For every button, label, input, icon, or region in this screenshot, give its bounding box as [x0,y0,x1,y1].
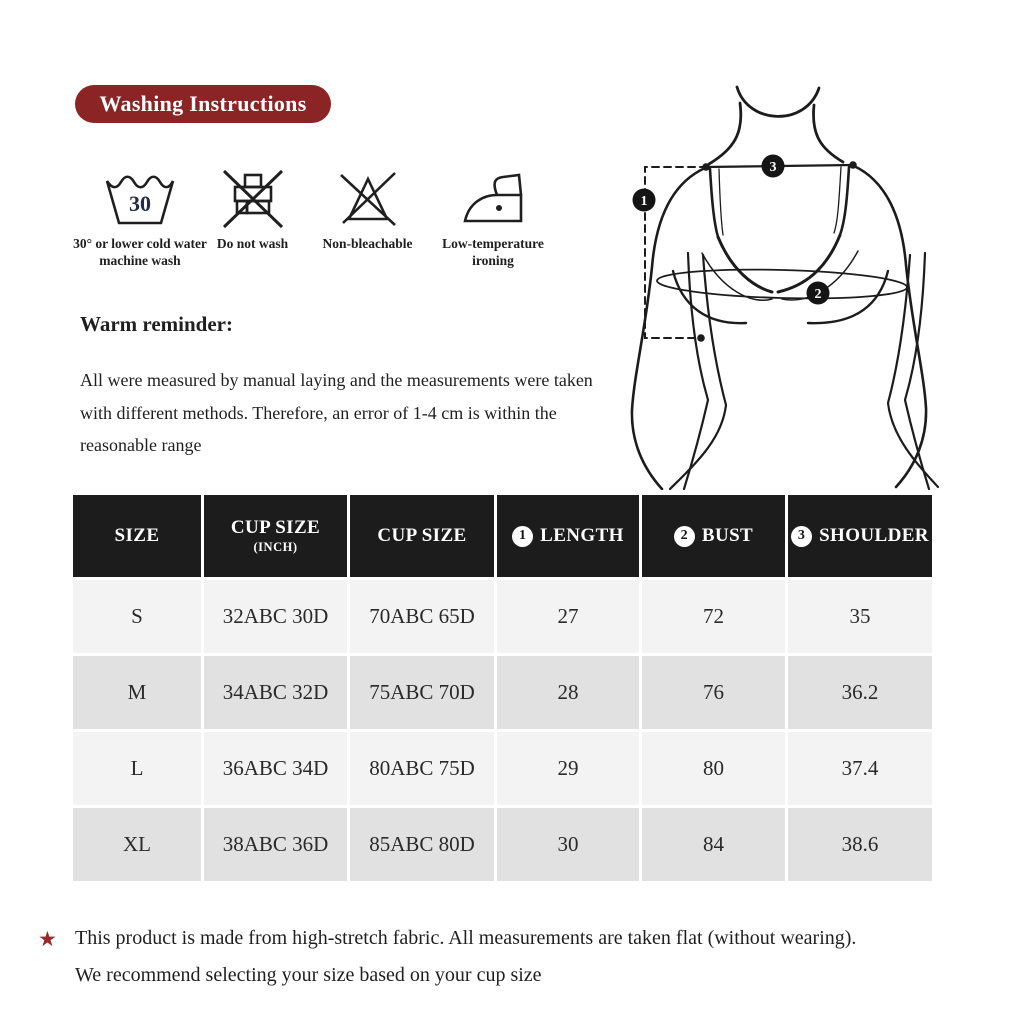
cell-size-xl: XL [73,808,201,881]
cell-cup-l: 80ABC 75D [350,732,494,805]
low-temperature-ironing-icon [432,163,554,231]
svg-text:2: 2 [814,287,822,302]
cell-cup-xl: 85ABC 80D [350,808,494,881]
cell-shoulder-xl: 38.6 [788,808,932,881]
cell-length-m: 28 [497,656,639,729]
column-header-shoulder [788,495,932,577]
cell-cup-inch-m: 34ABC 32D [204,656,347,729]
cell-cup-m: 75ABC 70D [350,656,494,729]
cell-shoulder-m: 36.2 [788,656,932,729]
do-not-wash-icon [205,163,300,231]
care-label-non-bleachable: Non-bleachable [322,236,413,251]
washing-instructions-label: Washing Instructions [99,91,307,116]
header-label: CUP SIZE [377,525,467,546]
non-bleachable-icon [310,163,425,231]
chin-line [737,87,819,116]
cell-bust-xl: 84 [642,808,785,881]
header-label: LENGTH [540,525,624,546]
warm-reminder-body: All were measured by manual laying and the measurements were taken with different methods. Therefore, an error of 1-4 cm is within the reasonable range [80,370,593,455]
cell-cup-inch-s: 32ABC 30D [204,580,347,653]
length-marker-badge [633,189,656,212]
cell-size-s: S [73,580,201,653]
cell-shoulder-l: 37.4 [788,732,932,805]
warm-reminder-title: Warm reminder: [80,312,233,336]
cell-cup-inch-l: 36ABC 34D [204,732,347,805]
column-header-cup-size-inch [204,495,347,577]
column-header-length [497,495,639,577]
footnote-line-1: This product is made from high-stretch fabric. All measurements are taken flat (without wearing). [75,927,857,949]
care-label-low-temp-ironing: Low-temperature ironing [442,236,544,268]
cell-bust-s: 72 [642,580,785,653]
cell-size-m: M [73,656,201,729]
machine-wash-30-icon [72,163,208,231]
bust-ellipse-guide [657,267,908,302]
care-label-do-not-wash: Do not wash [216,236,289,251]
column-header-bust [642,495,785,577]
cell-cup-s: 70ABC 65D [350,580,494,653]
star-icon: ★ [38,927,57,951]
header-label: SHOULDER [819,525,929,546]
header-label: BUST [701,525,754,546]
column-header-size [73,495,201,577]
care-item-non-bleachable [310,163,425,252]
bust-marker-badge [807,282,830,305]
wash-temperature-value: 30 [129,191,151,216]
cell-bust-m: 76 [642,656,785,729]
care-item-machine-wash [72,163,208,269]
header-label: SIZE [114,525,160,546]
body-measurement-illustration [610,85,1005,490]
care-label-machine-wash: 30° or lower cold water machine wash [73,236,207,268]
care-item-low-temp-ironing [432,163,554,269]
footnote [38,920,998,994]
cell-shoulder-s: 35 [788,580,932,653]
size-table [73,495,932,881]
footnote-line-2: We recommend selecting your size based on your cup size [75,964,542,986]
care-item-do-not-wash [205,163,300,252]
marker-1-icon: 1 [512,526,533,547]
cell-cup-inch-xl: 38ABC 36D [204,808,347,881]
header-sublabel: (INCH) [253,540,298,554]
shoulder-marker-badge [762,155,785,178]
header-label: CUP SIZE [230,517,321,538]
svg-text:3: 3 [769,160,777,175]
marker-3-icon: 3 [791,526,812,547]
cell-size-l: L [73,732,201,805]
cell-length-xl: 30 [497,808,639,881]
cell-length-s: 27 [497,580,639,653]
cell-bust-l: 80 [642,732,785,805]
marker-2-icon: 2 [674,526,695,547]
column-header-cup-size [350,495,494,577]
washing-instructions-badge [75,85,331,123]
cell-length-l: 29 [497,732,639,805]
svg-text:1: 1 [640,194,648,209]
